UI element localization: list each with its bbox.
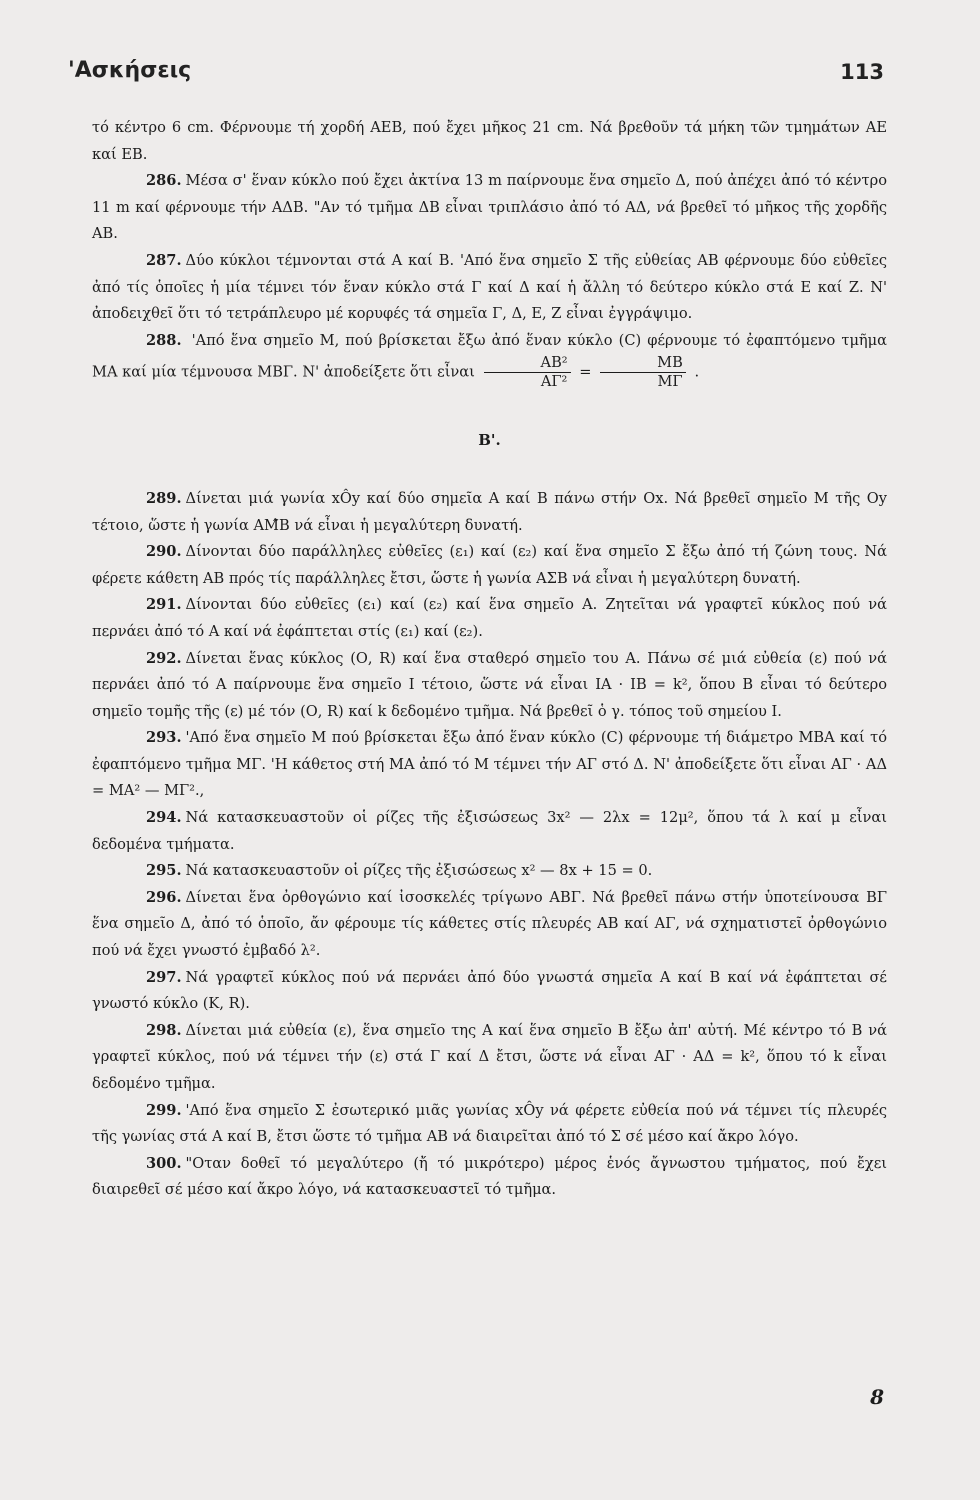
exercise-number: 288. (146, 331, 182, 349)
exercise-number: 298. (146, 1021, 182, 1039)
exercise-list-a (92, 168, 887, 328)
exercise-item (92, 486, 887, 539)
exercise-list-b (92, 486, 887, 1204)
exercise-number: 296. (146, 888, 182, 906)
exercise-item (92, 1151, 887, 1204)
exercise-item (92, 646, 887, 726)
section-heading: Β'. (478, 431, 501, 450)
exercise-number: 291. (146, 596, 182, 614)
exercise-text: "Οταν δοθεῖ τό μεγαλύτερο (ἤ τό μικρότερο) μέρος ἑνός ἄγνωστου τμήματος, πού ἔχει διαιρεθεῖ σέ μέσο καί ἄκρο λόγο, νά κατασκευαστεῖ τό τμῆμα. (92, 1154, 887, 1199)
page-number: 113 (840, 60, 884, 84)
exercise-text: 'Από ἕνα σημεῖο Σ ἐσωτερικό μιᾶς γωνίας xÔy νά φέρετε εὐθεία πού νά τέμνει τίς πλευρές τῆς γωνίας στά Α καί Β, ἔτσι ὥστε τό τμῆμα ΑΒ νά διαιρεῖται ἀπό τό Σ σέ μέσο καί ἄκρο λόγο. (92, 1101, 887, 1146)
exercise-item (92, 725, 887, 805)
exercise-number: 295. (146, 862, 182, 880)
exercise-text: Δίνεται ἕνα ὀρθογώνιο καί ἰσοσκελές τρίγωνο ΑΒΓ. Νά βρεθεῖ πάνω στήν ὑποτείνουσα ΒΓ ἕνα σημεῖο Δ, ἀπό τό ὁποῖο, ἄν φέρουμε τίς κάθετες στίς πλευρές ΑΒ καί ΑΓ, νά σχηματιστεῖ ὀρθογώνιο πού νά ἔχει γνωστό ἐμβαδό λ². (92, 888, 887, 960)
fraction-denominator: ΑΓ² (540, 373, 568, 391)
exercise-item (92, 1018, 887, 1098)
exercise-item (92, 168, 887, 248)
exercise-item (92, 592, 887, 645)
exercise-item (92, 965, 887, 1018)
exercise-item (92, 885, 887, 965)
exercise-number: 294. (146, 809, 182, 827)
exercise-number: 292. (146, 649, 182, 667)
exercise-item (92, 1098, 887, 1151)
exercise-item (92, 858, 887, 885)
continuation-paragraph: τό κέντρο 6 cm. Φέρνουμε τή χορδή ΑΕΒ, πού ἔχει μῆκος 21 cm. Νά βρεθοῦν τά μήκη τῶν τμημάτων ΑΕ καί ΕΒ. (92, 119, 887, 163)
exercise-text: Δίνεται ἕνας κύκλος (Ο, R) καί ἕνα σταθερό σημεῖο του Α. Πάνω σέ μιά εὐθεία (ε) πού νά περνάει ἀπό τό Α παίρνουμε ἕνα σημεῖο Ι τέτοιο, ὥστε νά εἶναι ΙΑ · ΙΒ = k², ὅπου Β εἶναι τό δεύτερο σημεῖο τομῆς τῆς (ε) μέ τόν (Ο, R) καί k δεδομένο τμῆμα. Νά βρεθεῖ ὁ γ. τόπος τοῦ σημείου Ι. (92, 649, 887, 720)
equals-sign: = (579, 363, 592, 381)
exercise-number: 289. (146, 489, 182, 507)
exercise-item (92, 539, 887, 592)
exercise-text: Δύο κύκλοι τέμνονται στά Α καί Β. 'Από ἕνα σημεῖο Σ τῆς εὐθείας ΑΒ φέρνουμε δύο εὐθεῖες ἀπό τίς ὁποῖες ἡ μία τέμνει τόν ἕναν κύκλο στά Γ καί Δ καί ἡ ἄλλη τό δεύτερο κύκλο στά Ε καί Ζ. Ν' ἀποδειχθεῖ ὅτι τό τετράπλευρο μέ κορυφές τά σημεῖα Γ, Δ, Ε, Ζ εἶναι ἐγγράψιμο. (92, 251, 887, 323)
exercise-number: 286. (146, 172, 182, 190)
fraction-denominator: ΜΓ (657, 373, 683, 391)
fraction-mb-over-mg (600, 354, 686, 391)
exercise-number: 299. (146, 1101, 182, 1119)
exercise-number: 293. (146, 729, 182, 747)
exercise-body (92, 115, 887, 1204)
exercise-288 (92, 328, 887, 392)
exercise-text: Δίνεται μιά εὐθεία (ε), ἕνα σημεῖο της Α καί ἕνα σημεῖο Β ἔξω ἀπ' αὐτή. Μέ κέντρο τό Β νά γραφτεῖ κύκλος, πού νά τέμνει τήν (ε) στά Γ καί Δ ἔτσι, ὥστε νά εἶναι ΑΓ · ΑΔ = k², ὅπου τό k εἶναι δεδομένο τμῆμα. (92, 1021, 887, 1092)
exercise-text: Νά κατασκευαστοῦν οἱ ρίζες τῆς ἐξισώσεως x² — 8x + 15 = 0. (185, 862, 653, 880)
signature-mark: 8 (870, 1385, 884, 1409)
exercise-text: Μέσα σ' ἕναν κύκλο πού ἔχει ἀκτίνα 13 m παίρνουμε ἕνα σημεῖο Δ, πού ἀπέχει ἀπό τό κέντρο 11 m καί φέρνουμε τήν ΑΔΒ. "Αν τό τμῆμα ΔΒ εἶναι τριπλάσιο ἀπό τό ΑΔ, νά βρεθεῖ τό μῆκος τῆς χορδῆς ΑΒ. (92, 172, 887, 243)
fraction-ab2-over-ag2 (484, 354, 571, 391)
sentence-end: . (694, 363, 700, 381)
exercise-text: 'Από ἕνα σημεῖο Μ πού βρίσκεται ἔξω ἀπό ἕναν κύκλο (C) φέρνουμε τή διάμετρο ΜΒΑ καί τό ἐφαπτόμενο τμῆμα ΜΓ. 'Η κάθετος στή ΜΑ ἀπό τό Μ τέμνει τήν ΑΓ στό Δ. Ν' ἀποδείξετε ὅτι εἶναι ΑΓ · ΑΔ = ΜΑ² — ΜΓ²., (92, 729, 887, 800)
exercise-text: Νά κατασκευαστοῦν οἱ ρίζες τῆς ἐξισώσεως 3x² — 2λx = 12μ², ὅπου τά λ καί μ εἶναι δεδομένα τμήματα. (92, 809, 887, 853)
exercise-number: 300. (146, 1154, 182, 1172)
exercise-text: Δίνονται δύο παράλληλες εὐθεῖες (ε₁) καί (ε₂) καί ἕνα σημεῖο Σ ἔξω ἀπό τή ζώνη τους. Νά φέρετε κάθετη ΑΒ πρός τίς παράλληλες ἔτσι, ὥστε ἡ γωνία ΑΣΒ νά εἶναι ἡ μεγαλύτερη δυνατή. (92, 543, 887, 587)
page-header-title: 'Ασκήσεις (68, 58, 192, 83)
exercise-text: Νά γραφτεῖ κύκλος πού νά περνάει ἀπό δύο γνωστά σημεῖα Α καί Β καί νά ἐφάπτεται σέ γνωστό κύκλο (Κ, R). (92, 968, 887, 1013)
fraction-numerator: ΜΒ (600, 354, 686, 373)
fraction-numerator: ΑΒ² (484, 354, 571, 373)
exercise-text: 'Από ἕνα σημεῖο Μ, πού βρίσκεται ἔξω ἀπό ἕναν κύκλο (C) φέρνουμε τό ἐφαπτόμενο τμῆμα ΜΑ καί μία τέμνουσα ΜΒΓ. Ν' ἀποδείξετε ὅτι εἶναι (92, 331, 888, 381)
exercise-text: Δίνεται μιά γωνία xÔy καί δύο σημεῖα Α καί Β πάνω στήν Οx. Νά βρεθεῖ σημεῖο Μ τῆς Οy τέτοιο, ὥστε ἡ γωνία ΑΜ̂Β νά εἶναι ἡ μεγαλύτερη δυνατή. (92, 489, 887, 534)
exercise-text: Δίνονται δύο εὐθεῖες (ε₁) καί (ε₂) καί ἕνα σημεῖο Α. Ζητεῖται νά γραφτεῖ κύκλος πού νά περνάει ἀπό τό Α καί νά ἐφάπτεται στίς (ε₁) καί (ε₂). (92, 596, 887, 640)
exercise-number: 290. (146, 543, 182, 561)
exercise-number: 297. (146, 968, 182, 986)
exercise-item (92, 805, 887, 858)
exercise-item (92, 248, 887, 328)
exercise-number: 287. (146, 251, 182, 269)
